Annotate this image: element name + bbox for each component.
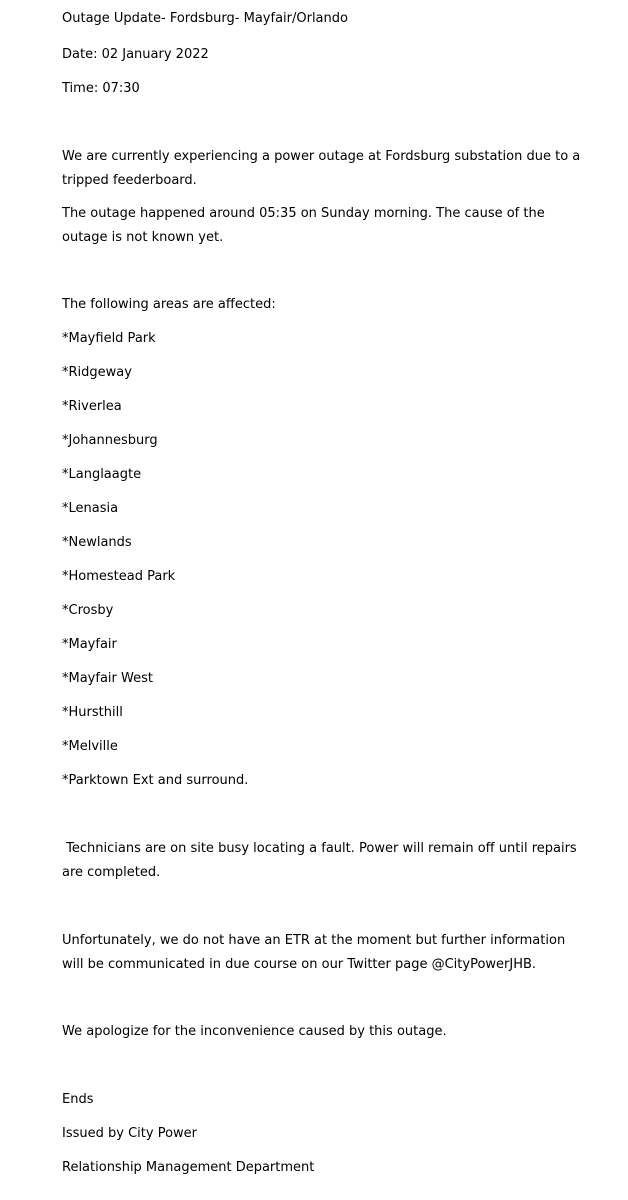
technicians-line-1: Technicians are on site busy locating a fault. Power will remain off until repairs bbox=[62, 841, 577, 856]
areas-heading: The following areas are affected: bbox=[62, 297, 276, 312]
area-item: *Lenasia bbox=[62, 501, 119, 516]
area-item: *Mayfair West bbox=[62, 671, 153, 686]
apology-line: We apologize for the inconvenience caused by this outage. bbox=[62, 1024, 447, 1039]
area-item: *Langlaagte bbox=[62, 467, 142, 482]
department-line: Relationship Management Department bbox=[62, 1160, 315, 1175]
area-item: *Johannesburg bbox=[62, 433, 158, 448]
outage-line-1: The outage happened around 05:35 on Sunday morning. The cause of the bbox=[62, 206, 545, 221]
notice-time: Time: 07:30 bbox=[62, 81, 140, 96]
ends-line: Ends bbox=[62, 1092, 94, 1107]
intro-line-1: We are currently experiencing a power outage at Fordsburg substation due to a bbox=[62, 149, 581, 164]
area-item: *Homestead Park bbox=[62, 569, 176, 584]
etr-line-1: Unfortunately, we do not have an ETR at the moment but further information bbox=[62, 933, 566, 948]
area-item: *Hursthill bbox=[62, 705, 123, 720]
area-item: *Parktown Ext and surround. bbox=[62, 773, 249, 788]
area-item: *Mayfield Park bbox=[62, 331, 156, 346]
area-item: *Mayfair bbox=[62, 637, 117, 652]
area-item: *Ridgeway bbox=[62, 365, 132, 380]
intro-line-2: tripped feederboard. bbox=[62, 173, 197, 188]
outage-line-2: outage is not known yet. bbox=[62, 230, 224, 245]
area-item: *Riverlea bbox=[62, 399, 122, 414]
notice-title: Outage Update- Fordsburg- Mayfair/Orlando bbox=[62, 11, 348, 26]
area-item: *Newlands bbox=[62, 535, 132, 550]
area-item: *Crosby bbox=[62, 603, 114, 618]
etr-line-2: will be communicated in due course on our Twitter page @CityPowerJHB. bbox=[62, 957, 537, 972]
issued-by-line: Issued by City Power bbox=[62, 1126, 197, 1141]
notice-date: Date: 02 January 2022 bbox=[62, 47, 209, 62]
technicians-line-2: are completed. bbox=[62, 865, 161, 880]
area-item: *Melville bbox=[62, 739, 118, 754]
